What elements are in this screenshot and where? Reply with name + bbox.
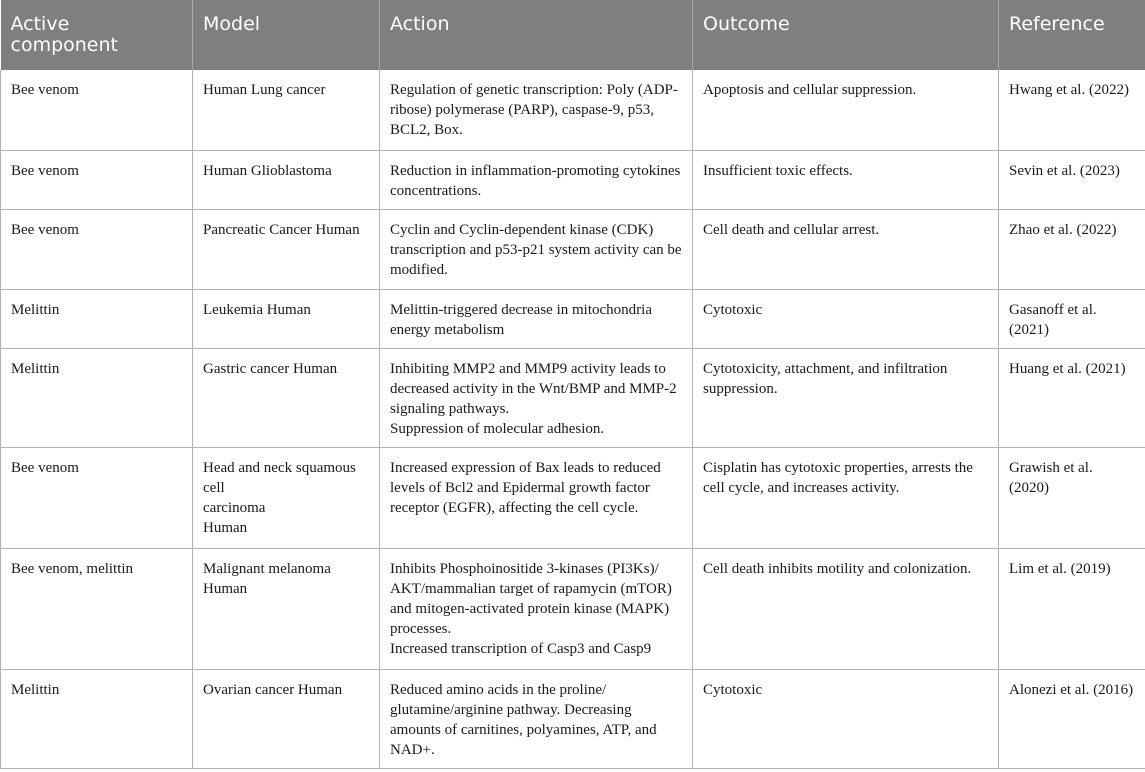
cell-reference (999, 289, 1145, 348)
cell-text: Zhao et al. (2022) (1009, 221, 1117, 238)
table-row (1, 150, 1145, 209)
cell-outcome (693, 150, 999, 209)
cell-text: Pancreatic Cancer Human (203, 221, 360, 238)
cell-reference (999, 348, 1145, 447)
cell-reference (999, 447, 1145, 548)
cell-component (1, 289, 193, 348)
cell-outcome (693, 209, 999, 289)
header-model: Model (193, 0, 380, 70)
cell-text: Ovarian cancer Human (203, 681, 343, 698)
cell-model (193, 150, 380, 209)
table-row (1, 348, 1145, 447)
cell-text: Sevin et al. (2023) (1009, 162, 1120, 179)
cell-model (193, 289, 380, 348)
cell-action (380, 669, 693, 768)
cell-reference (999, 150, 1145, 209)
table-row (1, 669, 1145, 768)
cell-text: Human (203, 519, 248, 536)
cell-text: Bee venom (11, 82, 79, 98)
cell-text: Suppression of molecular adhesion. (390, 420, 605, 437)
cell-text: Reduced amino acids in the proline/ glutamine/arginine pathway. Decreasing amounts of carnitines, polyamines, ATP, and NAD+. (390, 681, 657, 758)
cell-text: Bee venom (11, 221, 79, 238)
cell-text: Increased transcription of Casp3 and Casp9 (390, 640, 652, 657)
cell-text: Reduction in inflammation-promoting cytokines concentrations. (390, 162, 681, 199)
cell-text: Cisplatin has cytotoxic properties, arrests the cell cycle, and increases activity. (703, 459, 973, 496)
cell-text: Melittin (11, 360, 60, 377)
cell-text: Huang et al. (2021) (1009, 360, 1126, 377)
header-outcome: Outcome (693, 0, 999, 70)
cell-reference (999, 70, 1145, 150)
cell-action (380, 447, 693, 548)
cell-text: Alonezi et al. (2016) (1009, 681, 1134, 698)
cell-reference (999, 548, 1145, 669)
cell-component (1, 548, 193, 669)
cell-reference (999, 209, 1145, 289)
cell-reference (999, 669, 1145, 768)
table-row (1, 447, 1145, 548)
cell-action (380, 289, 693, 348)
cell-action (380, 209, 693, 289)
cell-text: Leukemia Human (203, 301, 311, 318)
cell-action (380, 548, 693, 669)
cell-text: Malignant melanoma Human (203, 560, 331, 597)
cell-outcome (693, 548, 999, 669)
cell-text: Gasanoff et al. (2021) (1009, 301, 1097, 338)
cell-text: Insufficient toxic effects. (703, 162, 853, 179)
header-reference: Reference (999, 0, 1145, 70)
cell-text: Cytotoxic (703, 301, 763, 318)
cell-text: Cell death inhibits motility and colonization. (703, 560, 972, 577)
cell-text: Human Lung cancer (203, 82, 326, 98)
cell-text: Cytotoxicity, attachment, and infiltration suppression. (703, 360, 948, 397)
cell-text: Head and neck squamous cell (203, 459, 356, 496)
cell-text: Inhibits Phosphoinositide 3-kinases (PI3Ks)/ AKT/mammalian target of rapamycin (mTOR) and mitogen-activated protein kinase (MAPK) processes. (390, 560, 672, 637)
cell-text: carcinoma (203, 499, 266, 516)
cell-model (193, 70, 380, 150)
cell-outcome (693, 348, 999, 447)
cell-action (380, 348, 693, 447)
cell-action (380, 70, 693, 150)
cell-text: Lim et al. (2019) (1009, 560, 1111, 577)
header-row (1, 0, 1145, 70)
cell-text: Cell death and cellular arrest. (703, 221, 880, 238)
cell-text: Cyclin and Cyclin-dependent kinase (CDK) transcription and p53-p21 system activity can be modified. (390, 221, 682, 278)
cell-text: Regulation of genetic transcription: Poly (ADP-ribose) polymerase (PARP), caspase-9, p53, BCL2, Box. (390, 82, 678, 138)
table-row (1, 548, 1145, 669)
cell-outcome (693, 289, 999, 348)
cell-component (1, 348, 193, 447)
cell-text: Grawish et al. (2020) (1009, 459, 1093, 496)
cell-model (193, 669, 380, 768)
cell-model (193, 348, 380, 447)
cell-action (380, 150, 693, 209)
cell-text: Increased expression of Bax leads to reduced levels of Bcl2 and Epidermal growth factor receptor (EGFR), affecting the cell cycle. (390, 459, 661, 516)
cell-text: Bee venom, melittin (11, 560, 134, 577)
table-row (1, 70, 1145, 150)
cell-outcome (693, 669, 999, 768)
cell-text: Bee venom (11, 459, 79, 476)
cell-component (1, 150, 193, 209)
cell-component (1, 447, 193, 548)
cell-text: Cytotoxic (703, 681, 763, 698)
table-row (1, 209, 1145, 289)
cell-text: Bee venom (11, 162, 79, 179)
cell-component (1, 70, 193, 150)
cell-text: Gastric cancer Human (203, 360, 338, 377)
cell-text: Melittin-triggered decrease in mitochondria energy metabolism (390, 301, 652, 338)
cell-model (193, 548, 380, 669)
header-action: Action (380, 0, 693, 70)
cell-text: Inhibiting MMP2 and MMP9 activity leads to decreased activity in the Wnt/BMP and MMP-2 signaling pathways. (390, 360, 677, 417)
cell-text: Melittin (11, 301, 60, 318)
cell-text: Melittin (11, 681, 60, 698)
cell-outcome (693, 447, 999, 548)
cell-text: Apoptosis and cellular suppression. (703, 82, 917, 98)
cell-component (1, 669, 193, 768)
cell-model (193, 209, 380, 289)
header-active-component: Active component (1, 0, 193, 70)
cell-text: Human Glioblastoma (203, 162, 332, 179)
table-row (1, 289, 1145, 348)
cell-component (1, 209, 193, 289)
cell-text: Hwang et al. (2022) (1009, 82, 1129, 98)
cell-outcome (693, 70, 999, 150)
cell-model (193, 447, 380, 548)
